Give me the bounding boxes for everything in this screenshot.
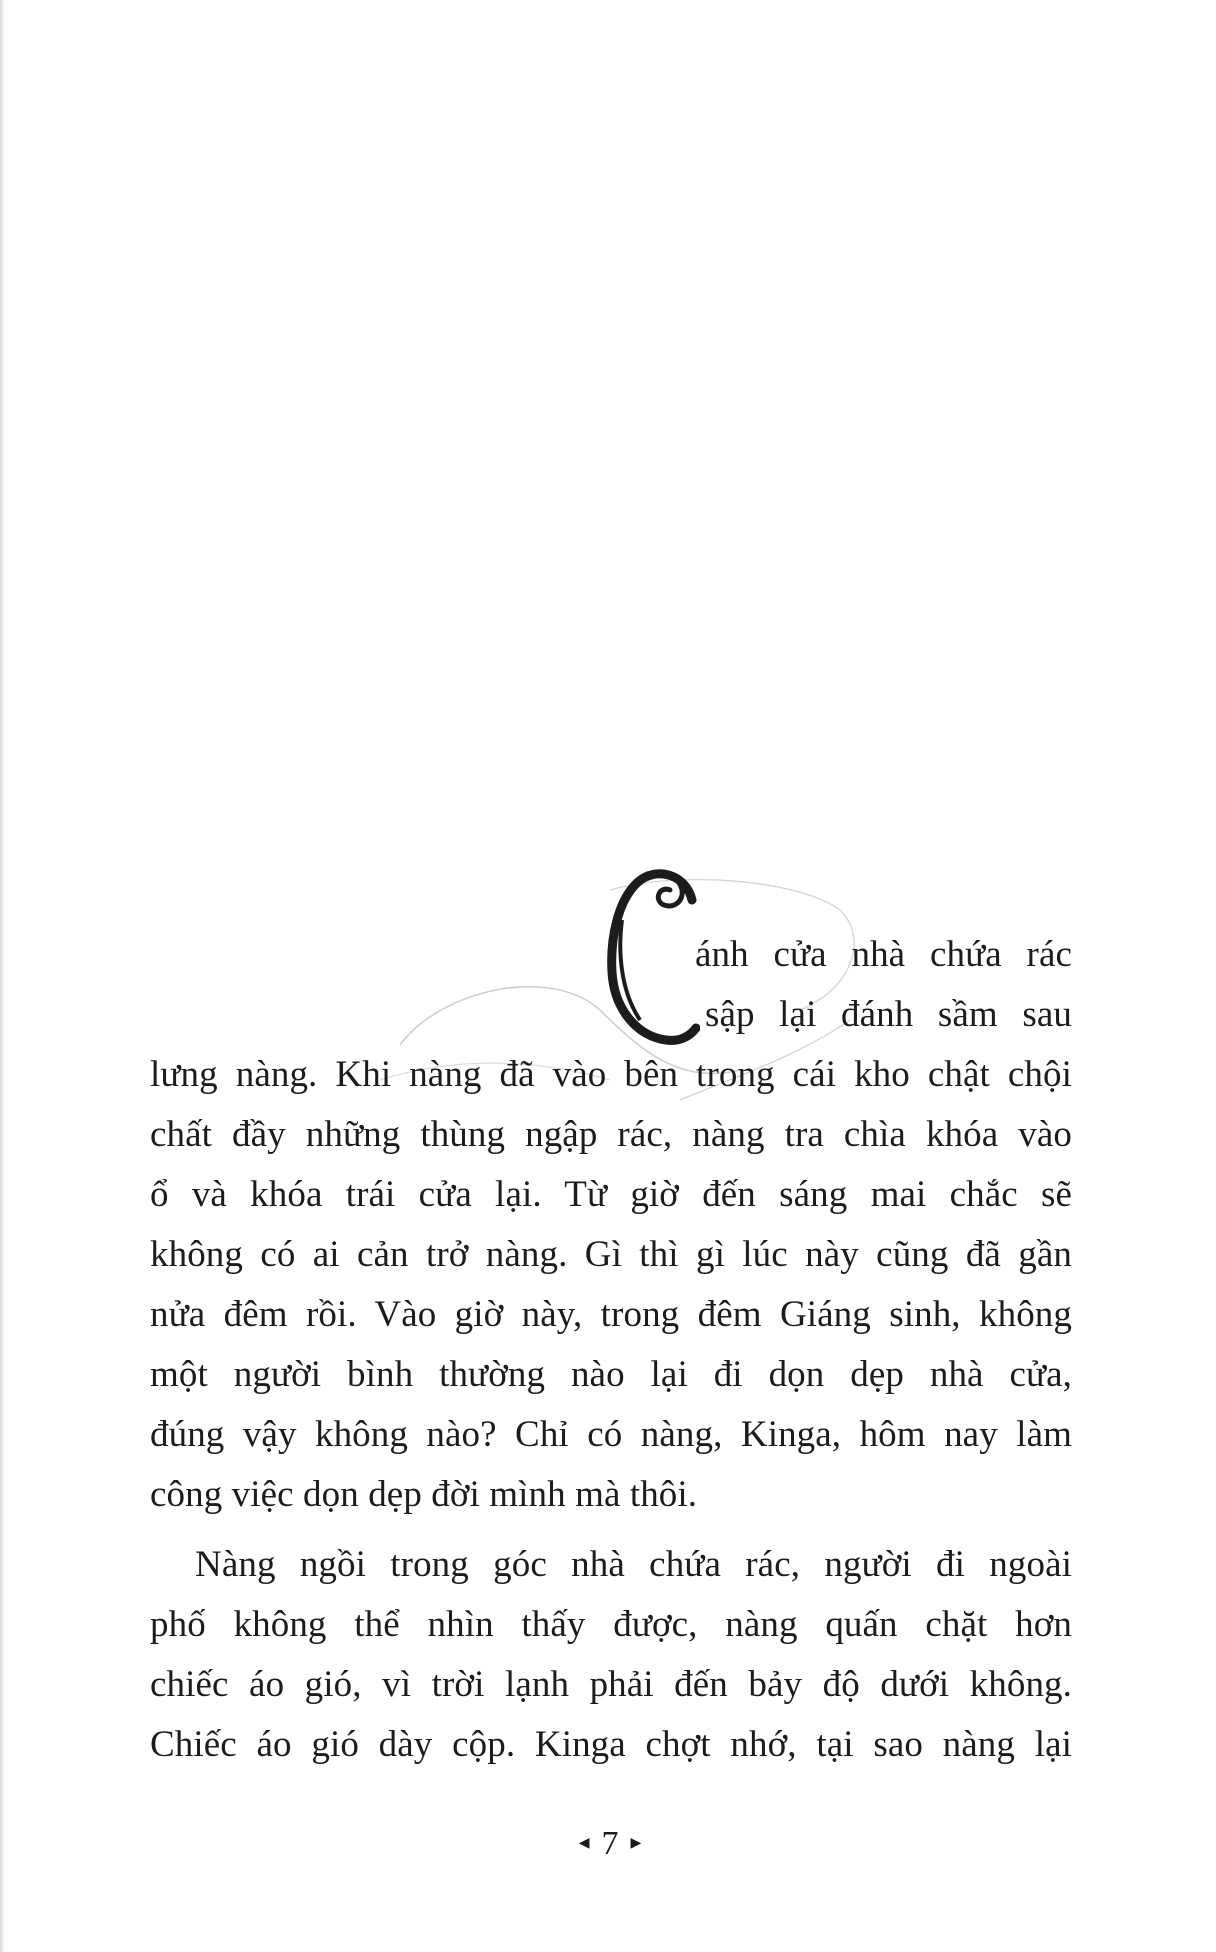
paragraph-1-line-2: sập lại đánh sầm sau [705, 994, 1072, 1035]
paragraph-2-line-2: phố không thể nhìn thấy được, nàng quấn chặt hơn [150, 1604, 1072, 1645]
paragraph-2-line-3: chiếc áo gió, vì trời lạnh phải đến bảy độ dưới không. [150, 1664, 1072, 1705]
paragraph-1-line-10: công việc dọn dẹp đời mình mà thôi. [150, 1474, 698, 1515]
paragraph-1-line-9: đúng vậy không nào? Chỉ có nàng, Kinga, hôm nay làm [150, 1414, 1072, 1455]
paragraph-1-line-7: nửa đêm rồi. Vào giờ này, trong đêm Giáng sinh, không [150, 1294, 1072, 1335]
paragraph-2-line-4: Chiếc áo gió dày cộp. Kinga chợt nhớ, tại sao nàng lại [150, 1724, 1072, 1765]
right-triangle-icon: ▶ [630, 1836, 642, 1851]
body-text [150, 0, 1080, 1952]
paragraph-1-line-8: một người bình thường nào lại đi dọn dẹp nhà cửa, [150, 1354, 1072, 1395]
page-number-value: 7 [601, 1825, 619, 1862]
paragraph-1-line-3: lưng nàng. Khi nàng đã vào bên trong cái kho chật chội [150, 1054, 1072, 1095]
paragraph-1-line-5: ổ và khóa trái cửa lại. Từ giờ đến sáng mai chắc sẽ [150, 1174, 1072, 1215]
page-edge [0, 0, 6, 1952]
page-number [560, 1822, 660, 1866]
paragraph-1-line-1: ánh cửa nhà chứa rác [695, 934, 1072, 975]
left-triangle-icon: ◀ [578, 1836, 590, 1851]
paragraph-1-line-4: chất đầy những thùng ngập rác, nàng tra chìa khóa vào [150, 1114, 1072, 1155]
paragraph-2-line-1: Nàng ngồi trong góc nhà chứa rác, người đi ngoài [195, 1544, 1072, 1585]
paragraph-1-line-6: không có ai cản trở nàng. Gì thì gì lúc này cũng đã gần [150, 1234, 1072, 1275]
